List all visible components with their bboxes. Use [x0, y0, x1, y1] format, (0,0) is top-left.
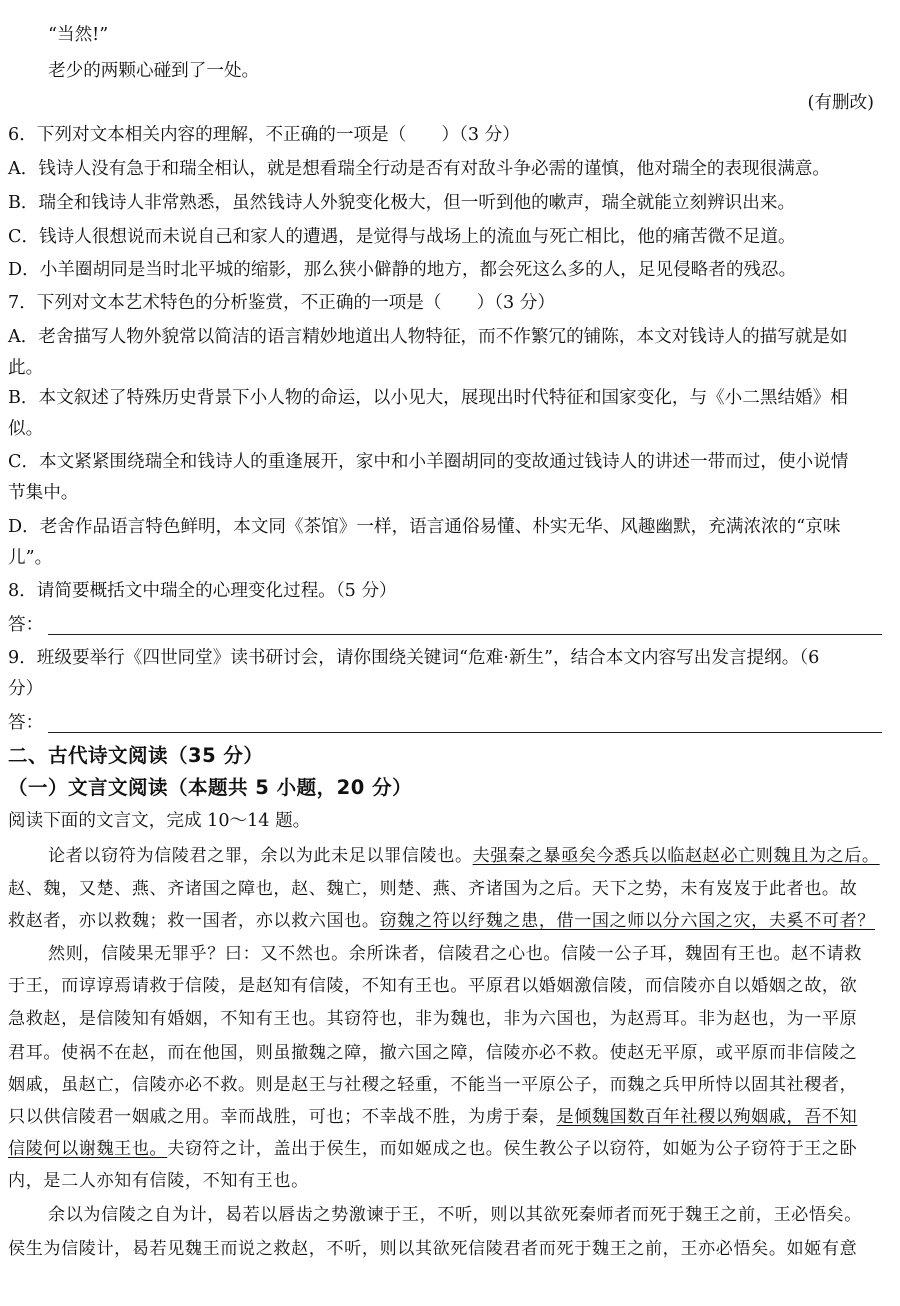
answer-line	[48, 732, 882, 733]
source-note: (有删改)	[807, 93, 874, 113]
underlined-sentence-3-cont: 信陵何以谢魏王也。	[8, 1139, 168, 1159]
question-9-stem-cont: 分）	[8, 679, 44, 699]
question-7-option-a: A．老舍描写人物外貌常以简洁的语言精妙地道出人物特征，而不作繁冗的铺陈，本文对钱诗人的描写就是如	[8, 327, 848, 347]
underlined-sentence-3: 是倾魏国数百年社稷以殉姻戚，吾不知	[556, 1107, 858, 1127]
passage-line-1: 论者以窃符为信陵君之罪，余以为此未足以罪信陵也。夫强秦之暴亟矣今悉兵以临赵赵必亡则魏且为之后。	[48, 846, 880, 866]
question-6-option-a: A．钱诗人没有急于和瑞全相认，就是想看瑞全行动是否有对敌斗争必需的谨慎，他对瑞全的表现很满意。	[8, 159, 831, 179]
question-7-option-a-cont: 此。	[8, 358, 44, 378]
question-7-option-d: D．老舍作品语言特色鲜明，本文同《茶馆》一样，语言通俗易懂、朴实无华、风趣幽默，充满浓浓的“京味	[8, 517, 841, 537]
question-8-stem: 8．请简要概括文中瑞全的心理变化过程。（5 分）	[8, 581, 397, 601]
answer-label: 答：	[8, 713, 44, 733]
passage-line-12: 余以为信陵之自为计，曷若以唇齿之势激谏于王，不听，则以其欲死秦师者而死于魏王之前，王必悟矣。	[48, 1205, 862, 1225]
passage-line-10: 信陵何以谢魏王也。夫窃符之计，盖出于侯生，而如姬成之也。侯生教公子以窃符，如姬为公子窃符于王之卧	[8, 1139, 858, 1159]
answer-label: 答：	[8, 615, 44, 635]
underlined-sentence-2: 窃魏之符以纾魏之患，借一国之师以分六国之灾，夫奚不可者？	[379, 911, 876, 931]
subsection-heading: （一）文言文阅读（本题共 5 小题，20 分）	[8, 776, 413, 799]
passage-line-7: 君耳。使祸不在赵，而在他国，则虽撤魏之障，撤六国之障，信陵亦必不救。使赵无平原，或平原而非信陵之	[8, 1043, 858, 1063]
underlined-sentence-1: 夫强秦之暴亟矣今悉兵以临赵赵必亡则魏且为之后。	[472, 846, 880, 866]
passage-line-11: 内，是二人亦知有信陵，不知有王也。	[8, 1171, 309, 1191]
question-7-option-c: C．本文紧紧围绕瑞全和钱诗人的重逢展开，家中和小羊圈胡同的变故通过钱诗人的讲述一带而过，使小说情	[8, 452, 849, 472]
question-9-answer-area[interactable]	[8, 712, 888, 734]
question-7-stem: 7．下列对文本艺术特色的分析鉴赏，不正确的一项是（ ）（3 分）	[8, 293, 555, 313]
passage-line-13: 侯生为信陵计，曷若见魏王而说之救赵，不听，则以其欲死信陵君者而死于魏王之前，王亦必悟矣。如姬有意	[8, 1239, 858, 1259]
passage-line-3: 救赵者，亦以救魏；救一国者，亦以救六国也。窃魏之符以纾魏之患，借一国之师以分六国之灾，夫奚不可者？	[8, 911, 876, 931]
passage-line-4: 然则，信陵果无罪乎？曰：又不然也。余所诛者，信陵君之心也。信陵一公子耳，魏固有王也。赵不请救	[48, 944, 862, 964]
question-6-option-b: B．瑞全和钱诗人非常熟悉，虽然钱诗人外貌变化极大，但一听到他的嗽声，瑞全就能立刻辨识出来。	[8, 193, 796, 213]
question-7-option-b: B．本文叙述了特殊历史背景下小人物的命运，以小见大，展现出时代特征和国家变化，与《小二黑结婚》相	[8, 388, 848, 408]
story-end-line-1: “当然!”	[48, 25, 109, 45]
answer-line	[48, 634, 882, 635]
passage-line-5: 于王，而谆谆焉请救于信陵，是赵知有信陵，不知有王也。平原君以婚姻激信陵，而信陵亦自以婚姻之故，欲	[8, 976, 858, 996]
passage-line-6: 急救赵，是信陵知有婚姻，不知有王也。其窃符也，非为魏也，非为六国也，为赵焉耳。非为赵也，为一平原	[8, 1009, 858, 1029]
question-9-stem: 9．班级要举行《四世同堂》读书研讨会，请你围绕关键词“危难·新生”，结合本文内容写出发言提纲。（6	[8, 648, 820, 668]
reading-instruction: 阅读下面的文言文，完成 10～14 题。	[8, 811, 311, 831]
question-7-option-d-cont: 儿”。	[8, 548, 53, 568]
passage-line-8: 姻戚，虽赵亡，信陵亦必不救。则是赵王与社稷之轻重，不能当一平原公子，而魏之兵甲所恃以固其社稷者，	[8, 1075, 858, 1095]
story-end-line-2: 老少的两颗心碰到了一处。	[48, 61, 260, 81]
section-2-heading: 二、古代诗文阅读（35 分）	[8, 744, 264, 767]
question-6-stem: 6．下列对文本相关内容的理解，不正确的一项是（ ）（3 分）	[8, 125, 520, 145]
question-6-option-d: D．小羊圈胡同是当时北平城的缩影，那么狭小僻静的地方，都会死这么多的人，足见侵略者的残忍。	[8, 260, 797, 280]
question-7-option-c-cont: 节集中。	[8, 483, 79, 503]
passage-line-9: 只以供信陵君一姻戚之用。幸而战胜，可也；不幸战不胜，为虏于秦，是倾魏国数百年社稷以殉姻戚，吾不知	[8, 1107, 858, 1127]
passage-line-2: 赵、魏，又楚、燕、齐诸国之障也，赵、魏亡，则楚、燕、齐诸国为之后。天下之势，未有岌岌于此者也。故	[8, 879, 858, 899]
question-7-option-b-cont: 似。	[8, 419, 44, 439]
question-8-answer-area[interactable]	[8, 614, 888, 636]
question-6-option-c: C．钱诗人很想说而未说自己和家人的遭遇，是觉得与战场上的流血与死亡相比，他的痛苦微不足道。	[8, 227, 796, 247]
